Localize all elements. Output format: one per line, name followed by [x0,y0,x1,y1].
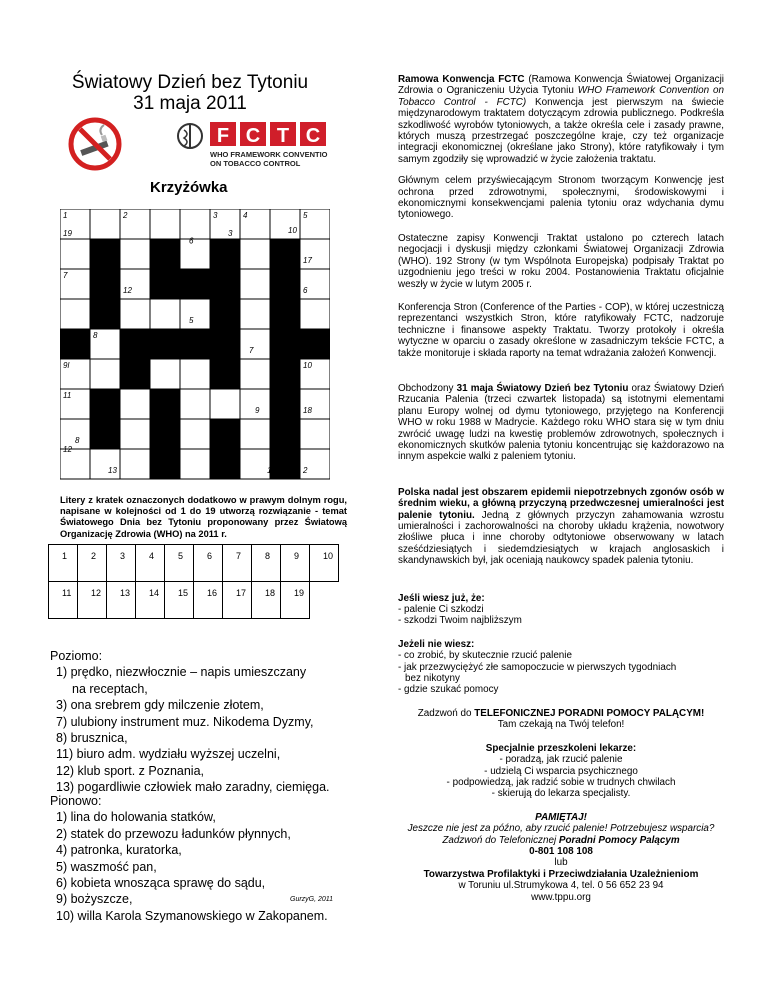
cell-number: 13 [219,445,228,454]
grid-cell[interactable] [150,209,180,239]
black-cell [150,389,180,419]
down-heading: Pionowo: [50,794,102,808]
svg-text:C: C [305,125,321,147]
black-cell [270,419,300,449]
cell-number: 11 [108,436,117,445]
answer-number: 8 [265,551,271,561]
cell-number: 9 [255,406,260,415]
page-title [60,72,320,114]
black-cell [300,329,330,359]
fctc-paragraph: Ramowa Konwencja FCTC (Ramowa Konwencja Światowej Organizacji Zdrowia o Ograniczeniu Użycia Tytoniu WHO Framework Convention on Tobacco Control - FCTC) Konwencja jest pierwszym na świecie międzynarodowym traktatem dotyczącym zdrowia publicznego. Podkreśla szkodliwość wyrobów tytoniowych, a także określa cele i zasady prawne, których muszą przestrzegać poszczególne kraje, czy też organizacje integracji ekonomicznej (określane jako Strony), które ratyfikowały i tym samym zgodziły się wprowadzić w życie założenia traktatu. [398,74,724,165]
black-cell [210,299,240,329]
black-cell [90,299,120,329]
black-cell [60,329,90,359]
cell-number: 19 [63,229,72,238]
fctc-logo [176,120,328,170]
website-link[interactable]: www.tppu.org [531,891,591,903]
crossword-instructions: Litery z kratek oznaczonych dodatkowo w prawym dolnym rogu, napisane w kolejności od 1 do 19 utworzą rozwiązanie - temat Światowego Dnia bez Tytoniu proponowany przez Światową Organizację Zdrowia (WHO) na 2011 r. [60,495,347,539]
grid-cell[interactable] [240,419,270,449]
grid-cell[interactable] [120,449,150,479]
cell-number: 3 [228,229,233,238]
grid-cell[interactable] [90,209,120,239]
signature: GurzyG, 2011 [290,896,334,903]
black-cell [150,419,180,449]
cell-number: 2 [303,466,308,475]
clue-item: 4) patronka, kuratorka, [56,843,182,858]
answer-number: 10 [323,551,334,561]
svg-text:ON TOBACCO CONTROL: ON TOBACCO CONTROL [210,159,301,168]
grid-cell[interactable] [60,299,90,329]
cell-number: 15 [93,286,102,295]
clue-item: 8) brusznica, [56,731,128,746]
black-cell [90,239,120,269]
cell-number: 5 [303,211,308,220]
black-cell [180,269,210,299]
cell-number: 16 [222,466,231,475]
black-cell [270,269,300,299]
cell-number: 10 [303,361,312,370]
grid-cell[interactable] [180,236,210,269]
answer-number: 2 [91,551,97,561]
grid-cell[interactable] [150,299,180,329]
across-heading: Poziomo: [50,649,103,663]
clue-item: 12) klub sport. z Poznania, [56,763,204,778]
black-cell [210,359,240,389]
clues-down [50,793,350,924]
doctors-list: Specjalnie przeszkoleni lekarze: - poradzą, jak rzucić palenie - udzielą Ci wsparcia psychicznego - podpowiedzą, jak radzić sobie w trudnych chwilach - skierują do lekarza specjalisty. [446,742,676,800]
if-you-dont-know: Jeżeli nie wiesz: - co zrobić, by skutecznie rzucić palenie - jak przezwyciężyć złe samopoczucie w pierwszych tygodniach bez nikotyny - gdzie szukać pomocy [398,638,677,696]
clue-item: 10) willa Karola Szymanowskiego w Zakopanem. [56,908,328,923]
grid-cell[interactable] [180,299,210,329]
svg-text:F: F [216,125,230,147]
answer-table[interactable] [48,544,348,619]
answer-number: 18 [265,588,276,598]
black-cell [210,329,240,359]
clue-item: 7) ulubiony instrument muz. Nikodema Dyzmy, [56,714,314,729]
grid-cell[interactable] [240,329,270,359]
cell-number: 4 [243,211,248,220]
cop-paragraph: Konferencja Stron (Conference of the Parties - COP), w której uczestniczą reprezentanci wszystkich Stron, które ratyfikowały FCTC, nadzoruje techniczne i finansowe aspekty Traktatu. Tworzy protokoły i określa wytyczne w oparciu o zasady określone w zasadniczym tekście FCTC, a także monitoruje i składa raporty na temat wdrażania założeń Konwencji. [398,301,724,359]
clue-item: na receptach, [72,681,148,696]
grid-cell[interactable] [300,299,330,329]
grid-cell[interactable] [60,239,90,269]
cell-number: 1 [174,346,179,355]
cell-number: 7 [63,271,68,280]
answer-number: 3 [120,551,126,561]
cell-number: 17 [303,256,312,265]
cell-number: 6 [189,236,194,246]
svg-text:T: T [276,125,290,147]
clue-item: 6) kobieta wnosząca sprawę do sądu, [56,876,266,891]
clue-item: 9) bożyszcze, [56,892,133,907]
black-cell [270,299,300,329]
grid-cell[interactable] [120,419,150,449]
cell-number: 4 [201,286,206,295]
cell-number: 9l [63,361,70,370]
clue-item: 5) waszmość pan, [56,859,157,874]
answer-number: 4 [149,551,155,561]
clue-item: 1) prędko, niezwłocznie – napis umieszczany [56,665,307,680]
crossword-heading: Krzyżówka [150,179,228,196]
grid-cell[interactable] [180,359,210,389]
grid-cell[interactable] [120,239,150,269]
answer-number: 9 [294,551,300,561]
title-line-2: 31 maja 2011 [133,93,247,114]
history-paragraph: Ostateczne zapisy Konwencji Traktat ustalono po czterech latach negocjacji i dyskusji między członkami Światowej Organizacji Zdrowia (WHO). 192 Strony (w tym Wspólnota Europejska) podpisały Traktat po uzgodnieniu jego treści w roku 2004. Postanowienia Traktatu oficjalnie weszły w życie w lutym 2005 r. [398,232,724,290]
cell-number: 2 [123,211,128,220]
grid-cell[interactable] [240,449,270,479]
hotline-number[interactable]: 0-801 108 108 [529,845,593,857]
answer-number: 19 [294,588,305,598]
answer-number: 11 [62,588,72,598]
cell-number: 8 [93,331,98,340]
svg-text:WHO FRAMEWORK CONVENTION: WHO FRAMEWORK CONVENTION [210,150,328,159]
answer-number: 7 [236,551,242,561]
grid-cell[interactable] [120,389,150,419]
cell-number: 13 [108,466,117,475]
black-cell [210,239,240,269]
cell-number: 12 [123,286,132,295]
grid-cell[interactable] [180,419,210,449]
cell-number: 7 [249,346,254,355]
clue-item: 13) pogardliwie człowiek mało zaradny, ciemięga. [56,780,330,795]
answer-number: 12 [91,588,102,598]
answer-number: 1 [62,551,68,561]
cell-number: 6 [303,286,308,295]
black-cell [270,359,300,389]
black-cell [150,449,180,479]
remember-box: PAMIĘTAJ! Jeszcze nie jest za późno, aby rzucić palenie! Potrzebujesz wsparcia? Zadzwoń do Telefonicznej Poradni Pomocy Palącym 0-801 108 108 lub Towarzystwa Profilaktyki i Przeciwdziałania Uzależnieniom w Toruniu ul.Strumykowa 4, tel. 0 56 652 23 94 www.tppu.org [398,812,724,903]
clue-item: 3) ona srebrem gdy milczenie złotem, [56,698,264,713]
answer-number: 6 [207,551,213,561]
grid-cell[interactable] [300,419,330,449]
cell-number: 8 [75,436,80,445]
black-cell [180,329,210,359]
title-line-1: Światowy Dzień bez Tytoniu [71,72,309,93]
grid-cell[interactable] [150,359,180,389]
grid-cell[interactable] [240,269,270,299]
cell-number: 1 [63,211,68,220]
clue-item: 1) lina do holowania statków, [56,810,216,825]
grid-cell[interactable] [180,389,210,419]
black-cell [90,389,120,419]
answer-number: 16 [207,588,218,598]
answer-number: 17 [236,588,247,598]
black-cell [150,239,180,269]
black-cell [270,389,300,419]
grid-cell[interactable] [120,299,150,329]
cell-number: 5 [189,316,194,325]
goal-paragraph: Głównym celem przyświecającym Stronom tworzącym Konwencję jest ochrona przed zdrowotnymi, społecznymi, środowiskowymi i ekonomicznymi konsekwencjami palenia tytoniu oraz wdychania dymu tytoniowego. [398,175,724,221]
answer-number: 13 [120,588,131,598]
grid-cell[interactable] [180,209,210,239]
black-cell [120,329,150,359]
grid-cell[interactable] [90,359,120,389]
no-smoking-icon [68,117,122,171]
clue-item: 11) biuro adm. wydziału wyższej uczelni, [56,747,281,762]
grid-cell[interactable] [180,449,210,479]
black-cell [120,359,150,389]
cell-number: 14 [267,466,276,475]
black-cell [210,269,240,299]
black-cell [270,329,300,359]
if-you-know: Jeśli wiesz już, że: - palenie Ci szkodzi - szkodzi Twoim najbliższym [398,592,522,627]
who-emblem-icon [178,124,202,148]
grid-cell[interactable] [210,389,240,419]
answer-number: 5 [178,551,184,561]
answer-number: 15 [178,588,189,598]
svg-text:C: C [245,125,261,147]
clues-across [50,648,350,796]
day-paragraph: Obchodzony 31 maja Światowy Dzień bez Tytoniu oraz Światowy Dzień Rzucania Palenia (trzeci czwartek listopada) są istotnymi elementami planu Europy wolnej od dymu tytoniowego, przyjętego na Konferencji WHO w roku 1988 w Madrycie. Każdego roku WHO stara się w tym dniu zwrócić uwagę ludzi na kwestię problemów zdrowotnych, społecznych i ekonomicznych skutków palenia tytoniu koncentrując się każdorazowo na innym aspekcie walki z paleniem tytoniu. [398,382,724,463]
cell-number: 18 [303,406,312,415]
cell-number: 10 [288,226,297,235]
grid-cell[interactable] [240,299,270,329]
black-cell [270,239,300,269]
grid-cell[interactable] [240,239,270,269]
grid-cell[interactable] [240,359,270,389]
black-cell [150,269,180,299]
clue-item: 2) statek do przewozu ładunków płynnych, [56,826,291,841]
info-column [398,74,724,903]
call-hotline: Zadzwoń do TELEFONICZNEJ PORADNI POMOCY PALĄCYM! Tam czekają na Twój telefon! [417,707,705,731]
cell-number: 12 [63,445,72,454]
cell-number: 3 [213,211,218,220]
crossword-grid[interactable] [60,209,330,484]
answer-number: 14 [149,588,160,598]
cell-number: 11 [63,391,72,400]
poland-paragraph: Polska nadal jest obszarem epidemii niepotrzebnych zgonów osób w średnim wieku, a główną przyczyną przedwczesnej umieralności jest palenie tytoniu. Jedną z głównych przyczyn zahamowania wzrostu umieralności i zachorowalności na choroby układu krążenia, nowotwory złośliwe płuca i inne choroby odtytoniowe obserwowany w latach sześćdziesiątych i siedemdziesiątych w krajach anglosaskich i skandynawskich był, jak oceniają naukowcy spadek palenia tytoniu. [398,486,724,567]
